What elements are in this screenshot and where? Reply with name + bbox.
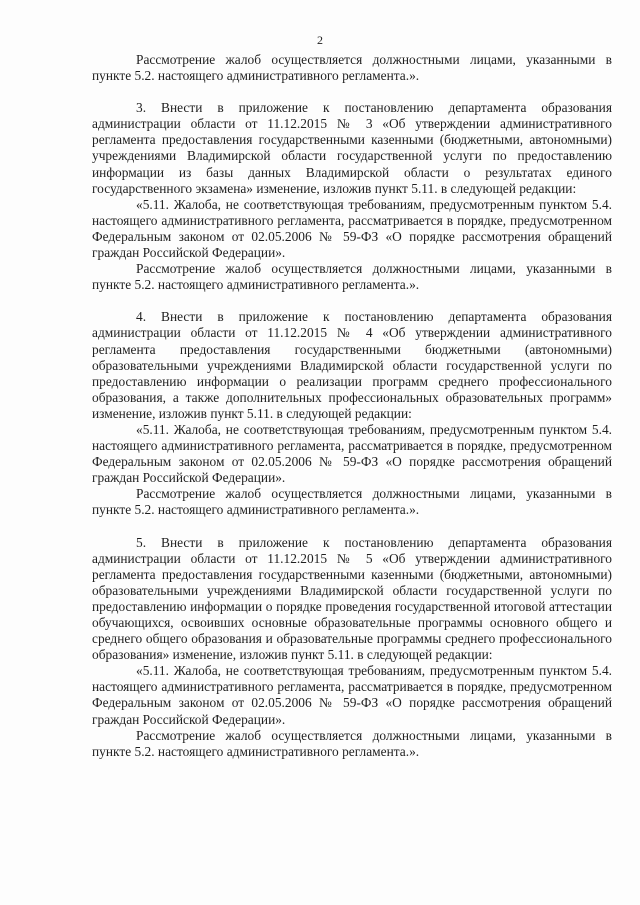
paragraph-item-4: 4. Внести в приложение к постановлению департамента образования администрации области от 11.12.2015 № 4 «Об утверждении административного регламента предоставления государственными бюджетными (автономными) образовательными учреждениями Владимирской области государственной услуги по предоставлению информации о реализации программ среднего профессионального образования, а также дополнительных профессиональных образовательных программ» изменение, изложив пункт 5.11. в следующей редакции:	[92, 309, 612, 421]
page-number: 2	[317, 33, 323, 47]
paragraph-item-5: 5. Внести в приложение к постановлению департамента образования администрации области от 11.12.2015 № 5 «Об утверждении административного регламента предоставления государственными казенными (бюджетными, автономными) образовательными учреждениями Владимирской области государственной услуги по предоставлению информации о порядке проведения государственной итоговой аттестации обучающихся, освоивших основные образовательные программы основного общего и среднего общего образования и образовательные программы среднего профессионального образования» изменение, изложив пункт 5.11. в следующей редакции:	[92, 534, 612, 663]
paragraph-closing-5: Рассмотрение жалоб осуществляется должностными лицами, указанными в пункте 5.2. настоящего административного регламента.».	[92, 727, 612, 759]
paragraph-quote-5: «5.11. Жалоба, не соответствующая требованиям, предусмотренным пунктом 5.4. настоящего административного регламента, рассматривается в порядке, предусмотренном Федеральным законом от 02.05.2006 № 59-ФЗ «О порядке рассмотрения обращений граждан Российской Федерации».	[92, 663, 612, 727]
paragraph-closing-3: Рассмотрение жалоб осуществляется должностными лицами, указанными в пункте 5.2. настоящего административного регламента.».	[92, 261, 612, 293]
paragraph-closing-1: Рассмотрение жалоб осуществляется должностными лицами, указанными в пункте 5.2. настоящего административного регламента.».	[92, 52, 612, 84]
paragraph-item-3: 3. Внести в приложение к постановлению департамента образования администрации области от 11.12.2015 № 3 «Об утверждении административного регламента предоставления государственными казенными (бюджетными, автономными) учреждениями Владимирской области государственной услуги по предоставлению информации из базы данных Владимирской области о результатах единого государственного экзамена» изменение, изложив пункт 5.11. в следующей редакции:	[92, 100, 612, 196]
document-body	[92, 52, 612, 760]
paragraph-quote-3: «5.11. Жалоба, не соответствующая требованиям, предусмотренным пунктом 5.4. настоящего административного регламента, рассматривается в порядке, предусмотренном Федеральным законом от 02.05.2006 № 59-ФЗ «О порядке рассмотрения обращений граждан Российской Федерации».	[92, 196, 612, 261]
paragraph-quote-4: «5.11. Жалоба, не соответствующая требованиям, предусмотренным пунктом 5.4. настоящего административного регламента, рассматривается в порядке, предусмотренном Федеральным законом от 02.05.2006 № 59-ФЗ «О порядке рассмотрения обращений граждан Российской Федерации».	[92, 421, 612, 486]
paragraph-closing-4: Рассмотрение жалоб осуществляется должностными лицами, указанными в пункте 5.2. настоящего административного регламента.».	[92, 486, 612, 518]
